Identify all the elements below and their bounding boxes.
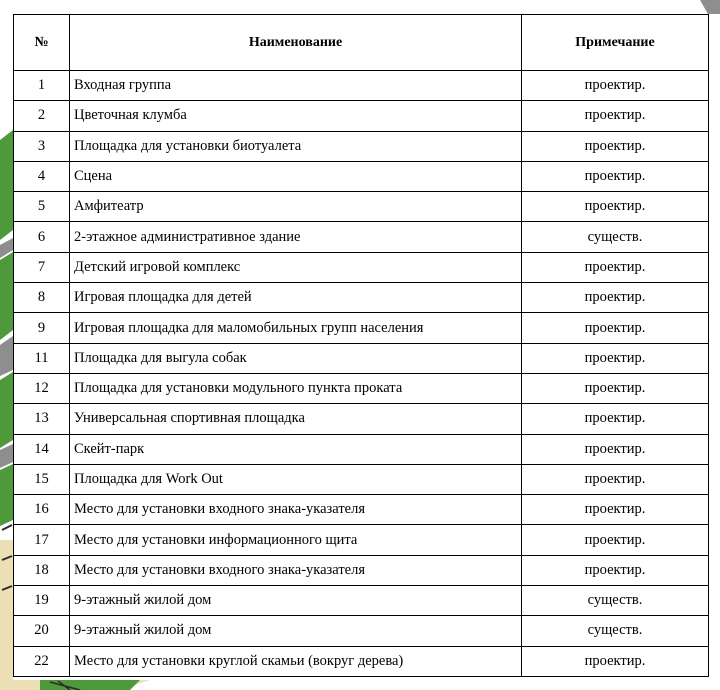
- row-name: Детский игровой комплекс: [70, 252, 522, 282]
- table-row: [14, 464, 709, 494]
- row-note: существ.: [522, 586, 709, 616]
- row-note: существ.: [522, 222, 709, 252]
- table-row: [14, 222, 709, 252]
- row-number: 3: [14, 131, 70, 161]
- row-note: проектир.: [522, 131, 709, 161]
- row-note: проектир.: [522, 373, 709, 403]
- header-name: Наименование: [70, 15, 522, 71]
- row-note: проектир.: [522, 313, 709, 343]
- row-number: 18: [14, 555, 70, 585]
- row-name: Место для установки круглой скамьи (вокруг дерева): [70, 646, 522, 676]
- row-name: Игровая площадка для маломобильных групп населения: [70, 313, 522, 343]
- row-note: проектир.: [522, 646, 709, 676]
- table-row: [14, 646, 709, 676]
- map-path: [0, 336, 13, 376]
- table-row: [14, 192, 709, 222]
- row-number: 5: [14, 192, 70, 222]
- row-note: проектир.: [522, 525, 709, 555]
- table-row: [14, 434, 709, 464]
- row-number: 8: [14, 283, 70, 313]
- row-number: 20: [14, 616, 70, 646]
- row-note: проектир.: [522, 555, 709, 585]
- map-green-area: [0, 372, 13, 448]
- row-note: проектир.: [522, 252, 709, 282]
- row-name: 9-этажный жилой дом: [70, 616, 522, 646]
- row-name: 9-этажный жилой дом: [70, 586, 522, 616]
- row-name: Универсальная спортивная площадка: [70, 404, 522, 434]
- row-note: проектир.: [522, 192, 709, 222]
- row-number: 16: [14, 495, 70, 525]
- table-row: [14, 616, 709, 646]
- table-row: [14, 373, 709, 403]
- row-note: проектир.: [522, 404, 709, 434]
- row-number: 14: [14, 434, 70, 464]
- row-number: 22: [14, 646, 70, 676]
- row-number: 4: [14, 161, 70, 191]
- table-row: [14, 161, 709, 191]
- row-number: 15: [14, 464, 70, 494]
- row-name: Место для установки входного знака-указателя: [70, 555, 522, 585]
- table-row: [14, 71, 709, 101]
- table-row: [14, 313, 709, 343]
- map-path: [0, 444, 13, 468]
- legend-table: [13, 14, 709, 677]
- row-number: 19: [14, 586, 70, 616]
- row-name: Площадка для установки биотуалета: [70, 131, 522, 161]
- map-green-area: [0, 464, 13, 526]
- row-number: 11: [14, 343, 70, 373]
- table-row: [14, 404, 709, 434]
- table-row: [14, 525, 709, 555]
- row-number: 13: [14, 404, 70, 434]
- row-name: Площадка для установки модульного пункта проката: [70, 373, 522, 403]
- row-note: проектир.: [522, 464, 709, 494]
- row-number: 17: [14, 525, 70, 555]
- row-note: проектир.: [522, 71, 709, 101]
- table-row: [14, 586, 709, 616]
- table-row: [14, 252, 709, 282]
- row-name: Входная группа: [70, 71, 522, 101]
- row-name: Площадка для Work Out: [70, 464, 522, 494]
- row-name: Сцена: [70, 161, 522, 191]
- table-row: [14, 343, 709, 373]
- row-name: Цветочная клумба: [70, 101, 522, 131]
- row-note: проектир.: [522, 283, 709, 313]
- row-name: Площадка для выгула собак: [70, 343, 522, 373]
- table-row: [14, 131, 709, 161]
- row-name: Место для установки входного знака-указателя: [70, 495, 522, 525]
- map-path: [700, 0, 720, 14]
- table-row: [14, 495, 709, 525]
- header-note: Примечание: [522, 15, 709, 71]
- row-name: Амфитеатр: [70, 192, 522, 222]
- row-note: проектир.: [522, 161, 709, 191]
- header-number: №: [14, 15, 70, 71]
- table-row: [14, 555, 709, 585]
- row-name: Место для установки информационного щита: [70, 525, 522, 555]
- row-number: 7: [14, 252, 70, 282]
- row-name: Игровая площадка для детей: [70, 283, 522, 313]
- row-note: проектир.: [522, 434, 709, 464]
- table-row: [14, 283, 709, 313]
- row-number: 1: [14, 71, 70, 101]
- row-number: 6: [14, 222, 70, 252]
- row-number: 2: [14, 101, 70, 131]
- row-name: 2-этажное административное здание: [70, 222, 522, 252]
- row-note: проектир.: [522, 495, 709, 525]
- row-note: проектир.: [522, 101, 709, 131]
- map-green-area: [0, 130, 13, 240]
- table-header-row: [14, 15, 709, 71]
- row-number: 9: [14, 313, 70, 343]
- row-note: существ.: [522, 616, 709, 646]
- row-name: Скейт-парк: [70, 434, 522, 464]
- table-row: [14, 101, 709, 131]
- map-green-area: [0, 252, 13, 340]
- row-number: 12: [14, 373, 70, 403]
- map-green-area: [40, 680, 140, 690]
- row-note: проектир.: [522, 343, 709, 373]
